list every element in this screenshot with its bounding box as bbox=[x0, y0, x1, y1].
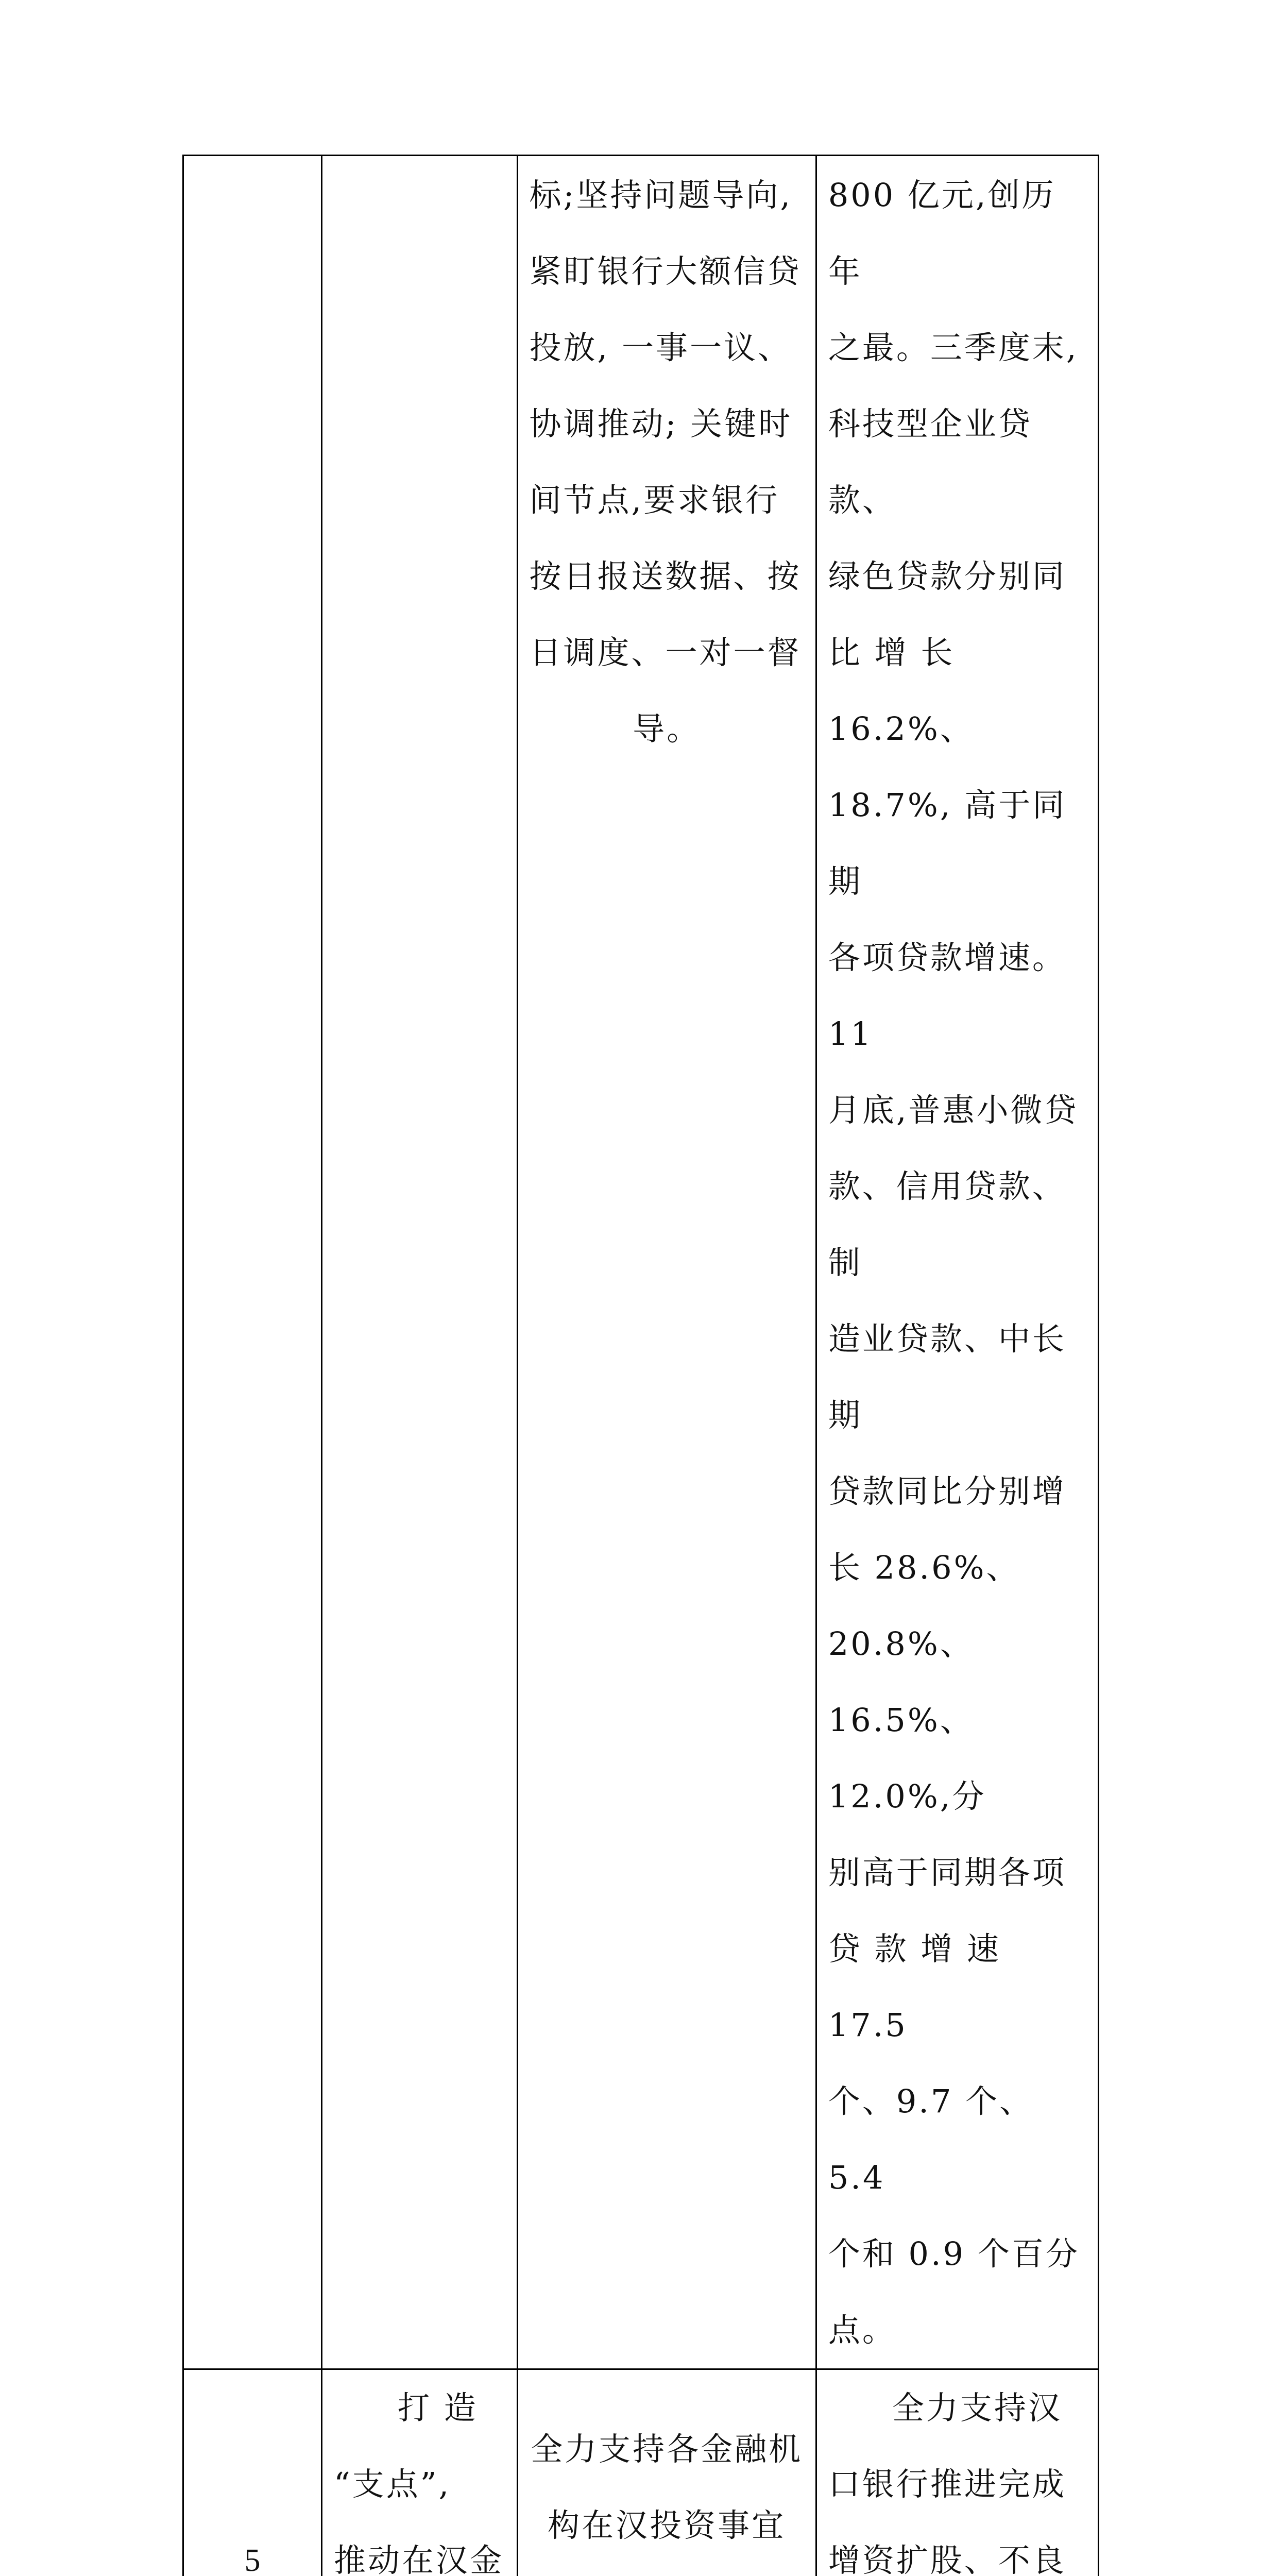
text-line: 打 造 bbox=[334, 2370, 505, 2446]
text-line: 全力支持各金融机 bbox=[530, 2411, 804, 2487]
document-table bbox=[182, 155, 1099, 2576]
row1-measures-text bbox=[518, 156, 815, 767]
text-line: 按日报送数据、按 bbox=[530, 538, 804, 615]
table-row bbox=[183, 156, 1099, 2369]
text-line: 贷 款 增 速 17.5 bbox=[828, 1911, 1086, 2063]
text-line: 全力支持汉 bbox=[828, 2370, 1086, 2446]
text-line: 贷款同比分别增 bbox=[828, 1453, 1086, 1530]
text-line: 个和 0.9 个百分 bbox=[828, 2216, 1086, 2292]
row2-number-cell bbox=[183, 2369, 322, 2576]
text-line: 长 28.6%、20.8%、 bbox=[828, 1530, 1086, 1682]
row2-task-cell bbox=[322, 2369, 517, 2576]
text-line: 各项贷款增速。11 bbox=[828, 920, 1086, 1072]
text-line: 点。 bbox=[828, 2292, 1086, 2368]
text-line: 口银行推进完成 bbox=[828, 2446, 1086, 2522]
row1-number-cell bbox=[183, 156, 322, 2369]
text-line: 款、信用贷款、制 bbox=[828, 1148, 1086, 1301]
text-line: 投放, 一事一议、 bbox=[530, 310, 804, 386]
text-line: 协调推动; 关键时 bbox=[530, 386, 804, 462]
row1-measures-cell bbox=[517, 156, 816, 2369]
row2-measures-text bbox=[518, 2370, 815, 2564]
text-line: 月底,普惠小微贷 bbox=[828, 1072, 1086, 1148]
text-line: 800 亿元,创历年 bbox=[828, 157, 1086, 310]
text-line: 16.5%、12.0%,分 bbox=[828, 1682, 1086, 1835]
text-line: 造业贷款、中长期 bbox=[828, 1301, 1086, 1453]
row2-progress-cell bbox=[816, 2369, 1098, 2576]
row1-progress-text bbox=[817, 156, 1098, 2368]
row1-task-cell bbox=[322, 156, 517, 2369]
text-line: 绿色贷款分别同 bbox=[828, 538, 1086, 615]
table-row bbox=[183, 2369, 1099, 2576]
text-line: 科技型企业贷款、 bbox=[828, 386, 1086, 538]
row2-progress-text bbox=[817, 2370, 1098, 2576]
text-line: 增资扩股、不良 bbox=[828, 2522, 1086, 2576]
row2-task-text bbox=[322, 2370, 516, 2576]
text-line: 构在汉投资事宜 bbox=[530, 2487, 804, 2564]
text-line: 18.7%, 高于同期 bbox=[828, 767, 1086, 920]
text-line: 推动在汉金 bbox=[334, 2522, 505, 2576]
text-line: 标;坚持问题导向, bbox=[530, 157, 804, 233]
text-line: “支点”, bbox=[334, 2446, 505, 2522]
text-line: 个、9.7 个、5.4 bbox=[828, 2063, 1086, 2216]
row-number: 5 bbox=[245, 2543, 261, 2576]
text-line: 间节点,要求银行 bbox=[530, 462, 804, 538]
text-line: 比 增 长 16.2%、 bbox=[828, 615, 1086, 767]
row1-progress-cell bbox=[816, 156, 1098, 2369]
text-line: 紧盯银行大额信贷 bbox=[530, 233, 804, 310]
text-line: 之最。三季度末, bbox=[828, 310, 1086, 386]
text-line: 日调度、一对一督 bbox=[530, 615, 804, 691]
row2-measures-cell bbox=[517, 2369, 816, 2576]
text-line: 导。 bbox=[530, 691, 804, 767]
text-line: 别高于同期各项 bbox=[828, 1835, 1086, 1911]
